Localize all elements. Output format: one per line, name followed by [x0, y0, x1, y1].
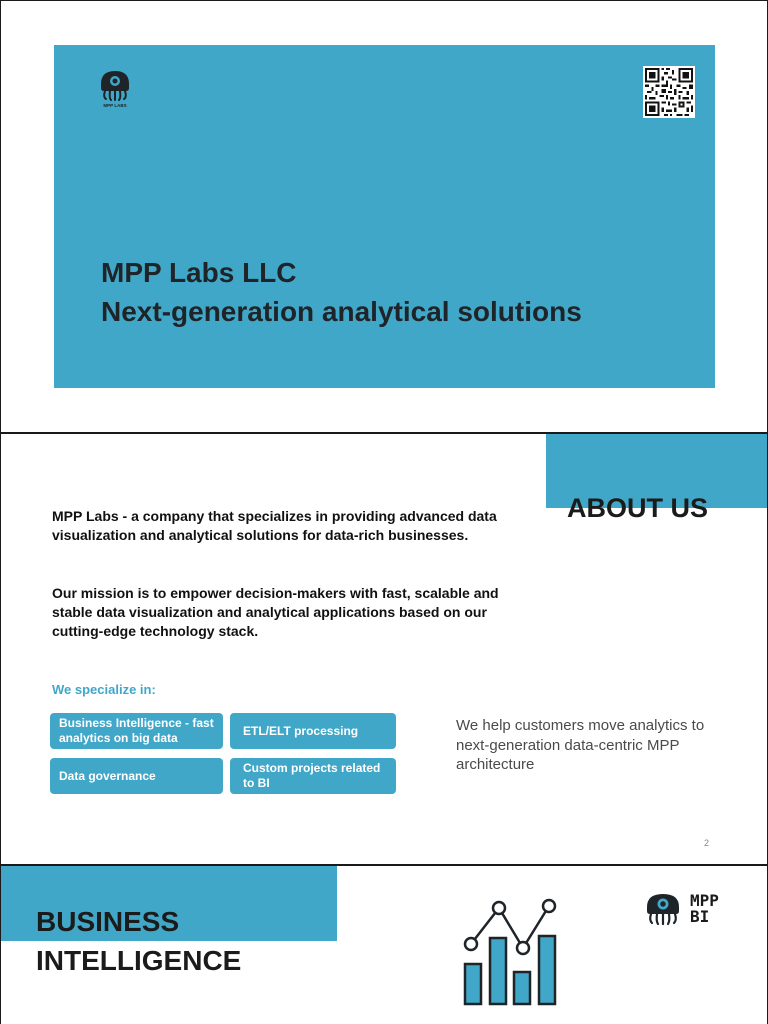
mpp-labs-logo-icon	[97, 68, 133, 108]
page-number: 2	[704, 838, 710, 848]
help-text: We help customers move analytics to next-generation data-centric MPP architecture	[456, 717, 705, 773]
company-description: MPP Labs - a company that specializes in providing advanced data visualization and analytical solutions for data-rich businesses.	[52, 508, 497, 543]
brand-line1: MPP	[690, 891, 719, 910]
hero-title-line2: Next-generation analytical solutions	[101, 296, 582, 327]
bar-chart-icon	[457, 898, 563, 1008]
slide-business-intelligence	[0, 866, 768, 1024]
hero-banner	[54, 45, 715, 388]
chip-business-intelligence: Business Intelligence - fast analytics on big data	[50, 713, 223, 749]
hero-title-line1: MPP Labs LLC	[101, 257, 297, 288]
brand-line2: BI	[690, 907, 710, 926]
slide-cover	[0, 0, 768, 433]
specialize-title: We specialize in:	[52, 682, 156, 697]
about-heading: ABOUT US	[567, 493, 708, 523]
chip-data-governance: Data governance	[50, 758, 223, 794]
mpp-bi-wordmark	[690, 893, 719, 925]
bi-heading-line2: INTELLIGENCE	[36, 945, 242, 976]
qr-code-icon	[643, 66, 695, 118]
svg-text:MPP LABS: MPP LABS	[103, 103, 127, 108]
bi-heading	[36, 902, 241, 980]
slide-about	[0, 434, 768, 864]
hero-title	[101, 253, 582, 331]
chip-custom-projects: Custom projects related to BI	[230, 758, 396, 794]
mpp-bi-logo-icon	[644, 892, 682, 926]
mission-statement: Our mission is to empower decision-makers with fast, scalable and stable data visualization and analytical applications based on our cutting-edge technology stack.	[52, 585, 499, 639]
bi-heading-line1: BUSINESS	[36, 906, 180, 937]
chip-etl-elt: ETL/ELT processing	[230, 713, 396, 749]
